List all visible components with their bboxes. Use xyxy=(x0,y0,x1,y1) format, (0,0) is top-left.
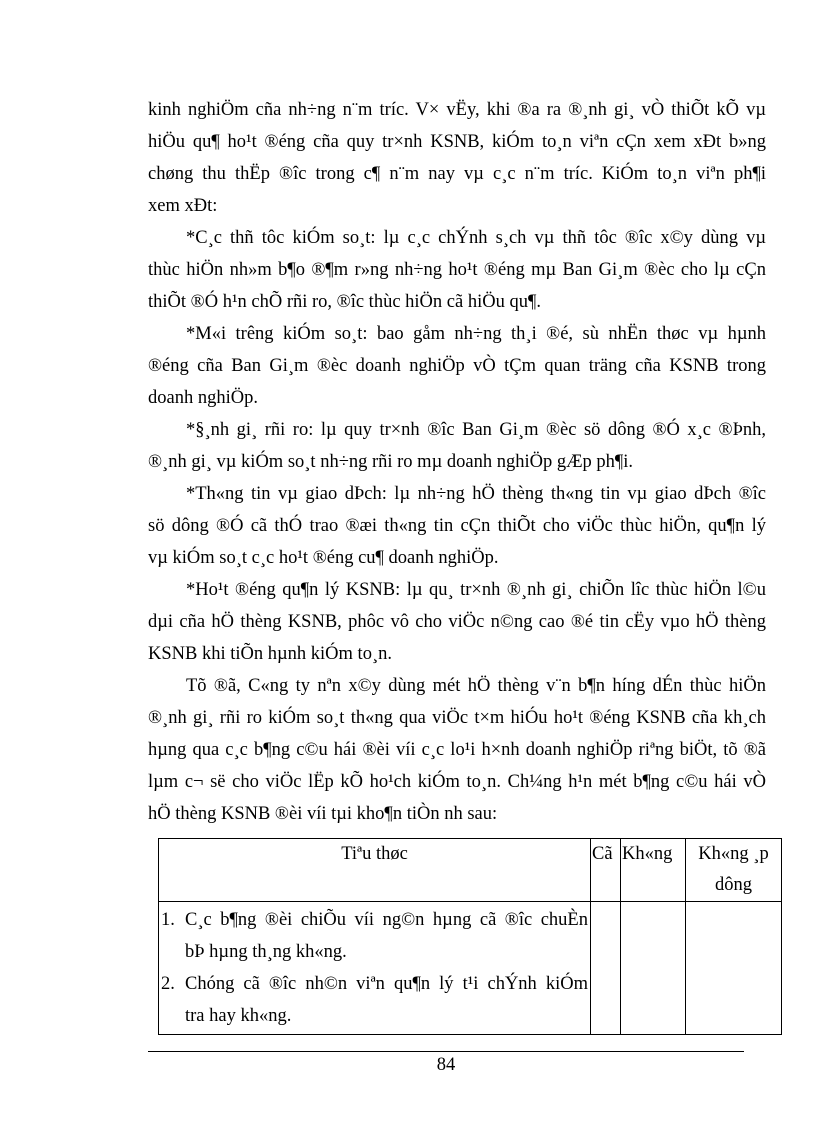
item-text-line: bÞ hµng th¸ng kh«ng. xyxy=(185,942,347,962)
criteria-item xyxy=(159,904,590,968)
paragraph-line: *C¸c thñ tôc kiÓm so¸t: lµ c¸c chÝnh s¸ch vµ thñ tôc ®îc x©y dùng vµ xyxy=(186,228,766,248)
paragraph-line: lµm c¬ së cho viÖc lËp kÕ ho¹ch kiÓm to¸n. Ch¼ng h¹n mét b¶ng c©u hái vÒ xyxy=(148,772,766,792)
paragraph-line: chøng thu thËp ®îc trong c¶ n¨m nay vµ c¸c n¨m tríc. KiÓm to¸n viªn ph¶i xyxy=(148,164,766,184)
paragraph-line: hÖ thèng KSNB ®èi víi tµi kho¶n tiÒn nh sau: xyxy=(148,804,498,824)
paragraph-line: Tõ ®ã, C«ng ty nªn x©y dùng mét hÖ thèng v¨n b¶n híng dÉn thùc hiÖn xyxy=(186,676,766,696)
header-not-applicable: Kh«ng ¸p dông xyxy=(686,839,782,902)
paragraph-line: hiÖu qu¶ ho¹t ®éng cña quy tr×nh KSNB, kiÓm to¸n viªn cÇn xem xÐt b»ng xyxy=(148,132,766,152)
questionnaire-table xyxy=(158,838,782,1035)
not-applicable-cell xyxy=(686,902,782,1035)
paragraph-line: xem xÐt: xyxy=(148,196,218,216)
paragraph-line: *Th«ng tin vµ giao dÞch: lµ nh÷ng hÖ thèng th«ng tin vµ giao dÞch ®îc xyxy=(186,484,766,504)
paragraph-line: ®¸nh gi¸ vµ kiÓm so¸t nh÷ng rñi ro mµ doanh nghiÖp gÆp ph¶i. xyxy=(148,452,634,472)
paragraph-line: sö dông ®Ó cã thÓ trao ®æi th«ng tin cÇn thiÕt cho viÖc thùc hiÖn, qu¶n lý xyxy=(148,516,766,536)
paragraph-line: KSNB khi tiÕn hµnh kiÓm to¸n. xyxy=(148,644,392,664)
paragraph-line: vµ kiÓm so¸t c¸c ho¹t ®éng cu¶ doanh nghiÖp. xyxy=(148,548,499,568)
table-header-row xyxy=(159,839,782,902)
item-text-line: C¸c b¶ng ®èi chiÕu víi ng©n hµng cã ®îc chuÈn xyxy=(185,910,588,930)
header-criteria: Tiªu thøc xyxy=(159,839,591,902)
header-yes: Cã xyxy=(591,839,621,902)
criteria-item xyxy=(159,968,590,1032)
yes-cell xyxy=(591,902,621,1035)
paragraph-line: ®éng cña Ban Gi¸m ®èc doanh nghiÖp vÒ tÇm quan träng cña KSNB trong xyxy=(148,356,766,376)
paragraph-line: *§¸nh gi¸ rñi ro: lµ quy tr×nh ®îc Ban Gi¸m ®èc sö dông ®Ó x¸c ®Þnh, xyxy=(186,420,766,440)
paragraph-line: thiÕt ®Ó h¹n chÕ rñi ro, ®îc thùc hiÖn cã hiÖu qu¶. xyxy=(148,292,541,312)
paragraph-line: *Ho¹t ®éng qu¶n lý KSNB: lµ qu¸ tr×nh ®¸nh gi¸ chiÕn lîc thùc hiÖn l©u xyxy=(186,580,766,600)
no-cell xyxy=(621,902,686,1035)
item-text-line: tra hay kh«ng. xyxy=(185,1006,292,1026)
item-text-line: Chóng cã ®îc nh©n viªn qu¶n lý t¹i chÝnh kiÓm xyxy=(185,974,588,994)
item-number: 1. xyxy=(161,910,175,930)
paragraph-line: doanh nghiÖp. xyxy=(148,388,258,408)
paragraph-line: dµi cña hÖ thèng KSNB, phôc vô cho viÖc n©ng cao ®é tin cËy vµo hÖ thèng xyxy=(148,612,766,632)
paragraph-line: ®¸nh gi¸ rñi ro kiÓm so¸t th«ng qua viÖc t×m hiÓu ho¹t ®éng KSNB cña kh¸ch xyxy=(148,708,766,728)
paragraph-line: hµng qua c¸c b¶ng c©u hái ®èi víi c¸c lo¹i h×nh doanh nghiÖp riªng biÖt, tõ ®ã xyxy=(148,740,766,760)
criteria-items xyxy=(159,904,590,1032)
header-no: Kh«ng xyxy=(621,839,686,902)
paragraph-line: *M«i trêng kiÓm so¸t: bao gåm nh÷ng th¸i ®é, sù nhËn thøc vµ hµnh xyxy=(186,324,766,344)
footer-divider xyxy=(148,1051,744,1052)
paragraph-line: thùc hiÖn nh»m b¶o ®¶m r»ng nh÷ng ho¹t ®éng mµ Ban Gi¸m ®èc cho lµ cÇn xyxy=(148,260,766,280)
paragraph-line: kinh nghiÖm cña nh÷ng n¨m tríc. V× vËy, khi ®a ra ®¸nh gi¸ vÒ thiÕt kÕ vµ xyxy=(148,100,766,120)
table-row xyxy=(159,902,782,1035)
item-number: 2. xyxy=(161,974,175,994)
criteria-cell xyxy=(159,902,591,1035)
page-number: 84 xyxy=(436,1055,456,1075)
